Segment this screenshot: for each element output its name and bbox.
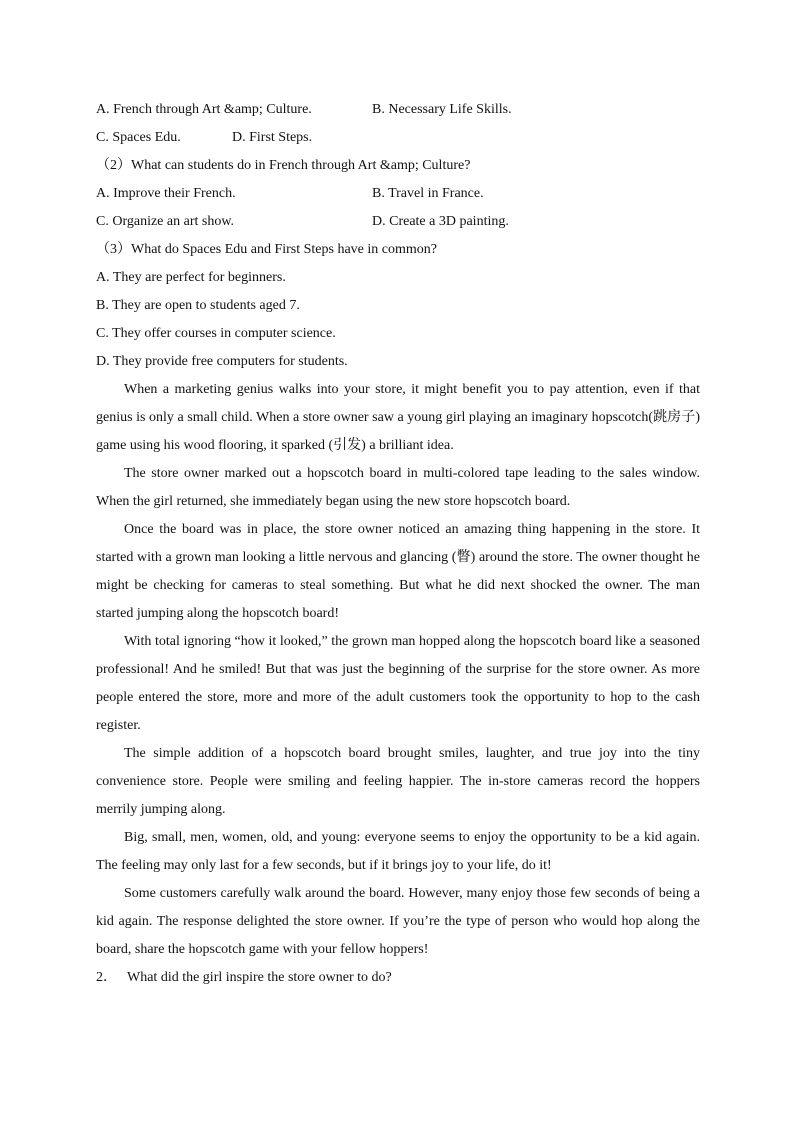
q2-option-d: D. Create a 3D painting. <box>372 214 509 229</box>
passage-paragraph-5: The simple addition of a hopscotch board brought smiles, laughter, and true joy into the tiny convenience store. People were smiling and feeling happier. The in-store cameras record the hoppers merrily jumping along. <box>96 746 700 817</box>
q3-option-c: C. They offer courses in computer science. <box>96 326 336 341</box>
question-2 <box>96 964 700 992</box>
q2-options-row-1 <box>96 180 700 208</box>
document-page <box>96 96 700 992</box>
q2-stem: （2）What can students do in French through Art &amp; Culture? <box>96 158 471 173</box>
q2-option-c: C. Organize an art show. <box>96 214 235 229</box>
passage-paragraph-7: Some customers carefully walk around the board. However, many enjoy those few seconds of being a kid again. The response delighted the store owner. If you’re the type of person who would hop along the board, share the hopscotch game with your fellow hoppers! <box>96 886 700 957</box>
q1-option-d: D. First Steps. <box>232 130 313 145</box>
q2-option-a: A. Improve their French. <box>96 186 236 201</box>
question-2-number: 2． <box>96 970 117 985</box>
passage-paragraph-1: When a marketing genius walks into your store, it might benefit you to pay attention, even if that genius is only a small child. When a store owner saw a young girl playing an imaginary hopscotch(跳房子) game using his wood flooring, it sparked (引发) a brilliant idea. <box>96 382 700 453</box>
q3-stem: （3）What do Spaces Edu and First Steps have in common? <box>96 242 437 257</box>
q3-option-a: A. They are perfect for beginners. <box>96 270 286 285</box>
q1-options-row-1 <box>96 96 700 124</box>
q1-option-a: A. French through Art &amp; Culture. <box>96 102 312 117</box>
q2-option-b: B. Travel in France. <box>372 186 484 201</box>
q1-options-row-2 <box>96 124 700 152</box>
passage-paragraph-3: Once the board was in place, the store owner noticed an amazing thing happening in the store. It started with a grown man looking a little nervous and glancing (瞥) around the store. The owner thought he might be checking for cameras to steal something. But what he did next shocked the owner. The man started jumping along the hopscotch board! <box>96 522 700 621</box>
passage-paragraph-2: The store owner marked out a hopscotch board in multi-colored tape leading to the sales window. When the girl returned, she immediately began using the new store hopscotch board. <box>96 466 700 509</box>
q1-option-c: C. Spaces Edu. <box>96 130 181 145</box>
passage-paragraph-4: With total ignoring “how it looked,” the grown man hopped along the hopscotch board like a seasoned professional! And he smiled! But that was just the beginning of the surprise for the store owner. As more people entered the store, more and more of the adult customers took the opportunity to hop to the cash register. <box>96 634 700 733</box>
q1-option-b: B. Necessary Life Skills. <box>372 102 512 117</box>
q3-option-d: D. They provide free computers for students. <box>96 354 348 369</box>
question-2-stem: What did the girl inspire the store owner to do? <box>127 970 392 985</box>
q2-options-row-2 <box>96 208 700 236</box>
q3-option-b: B. They are open to students aged 7. <box>96 298 300 313</box>
passage-paragraph-6: Big, small, men, women, old, and young: everyone seems to enjoy the opportunity to be a kid again. The feeling may only last for a few seconds, but if it brings joy to your life, do it! <box>96 830 700 873</box>
